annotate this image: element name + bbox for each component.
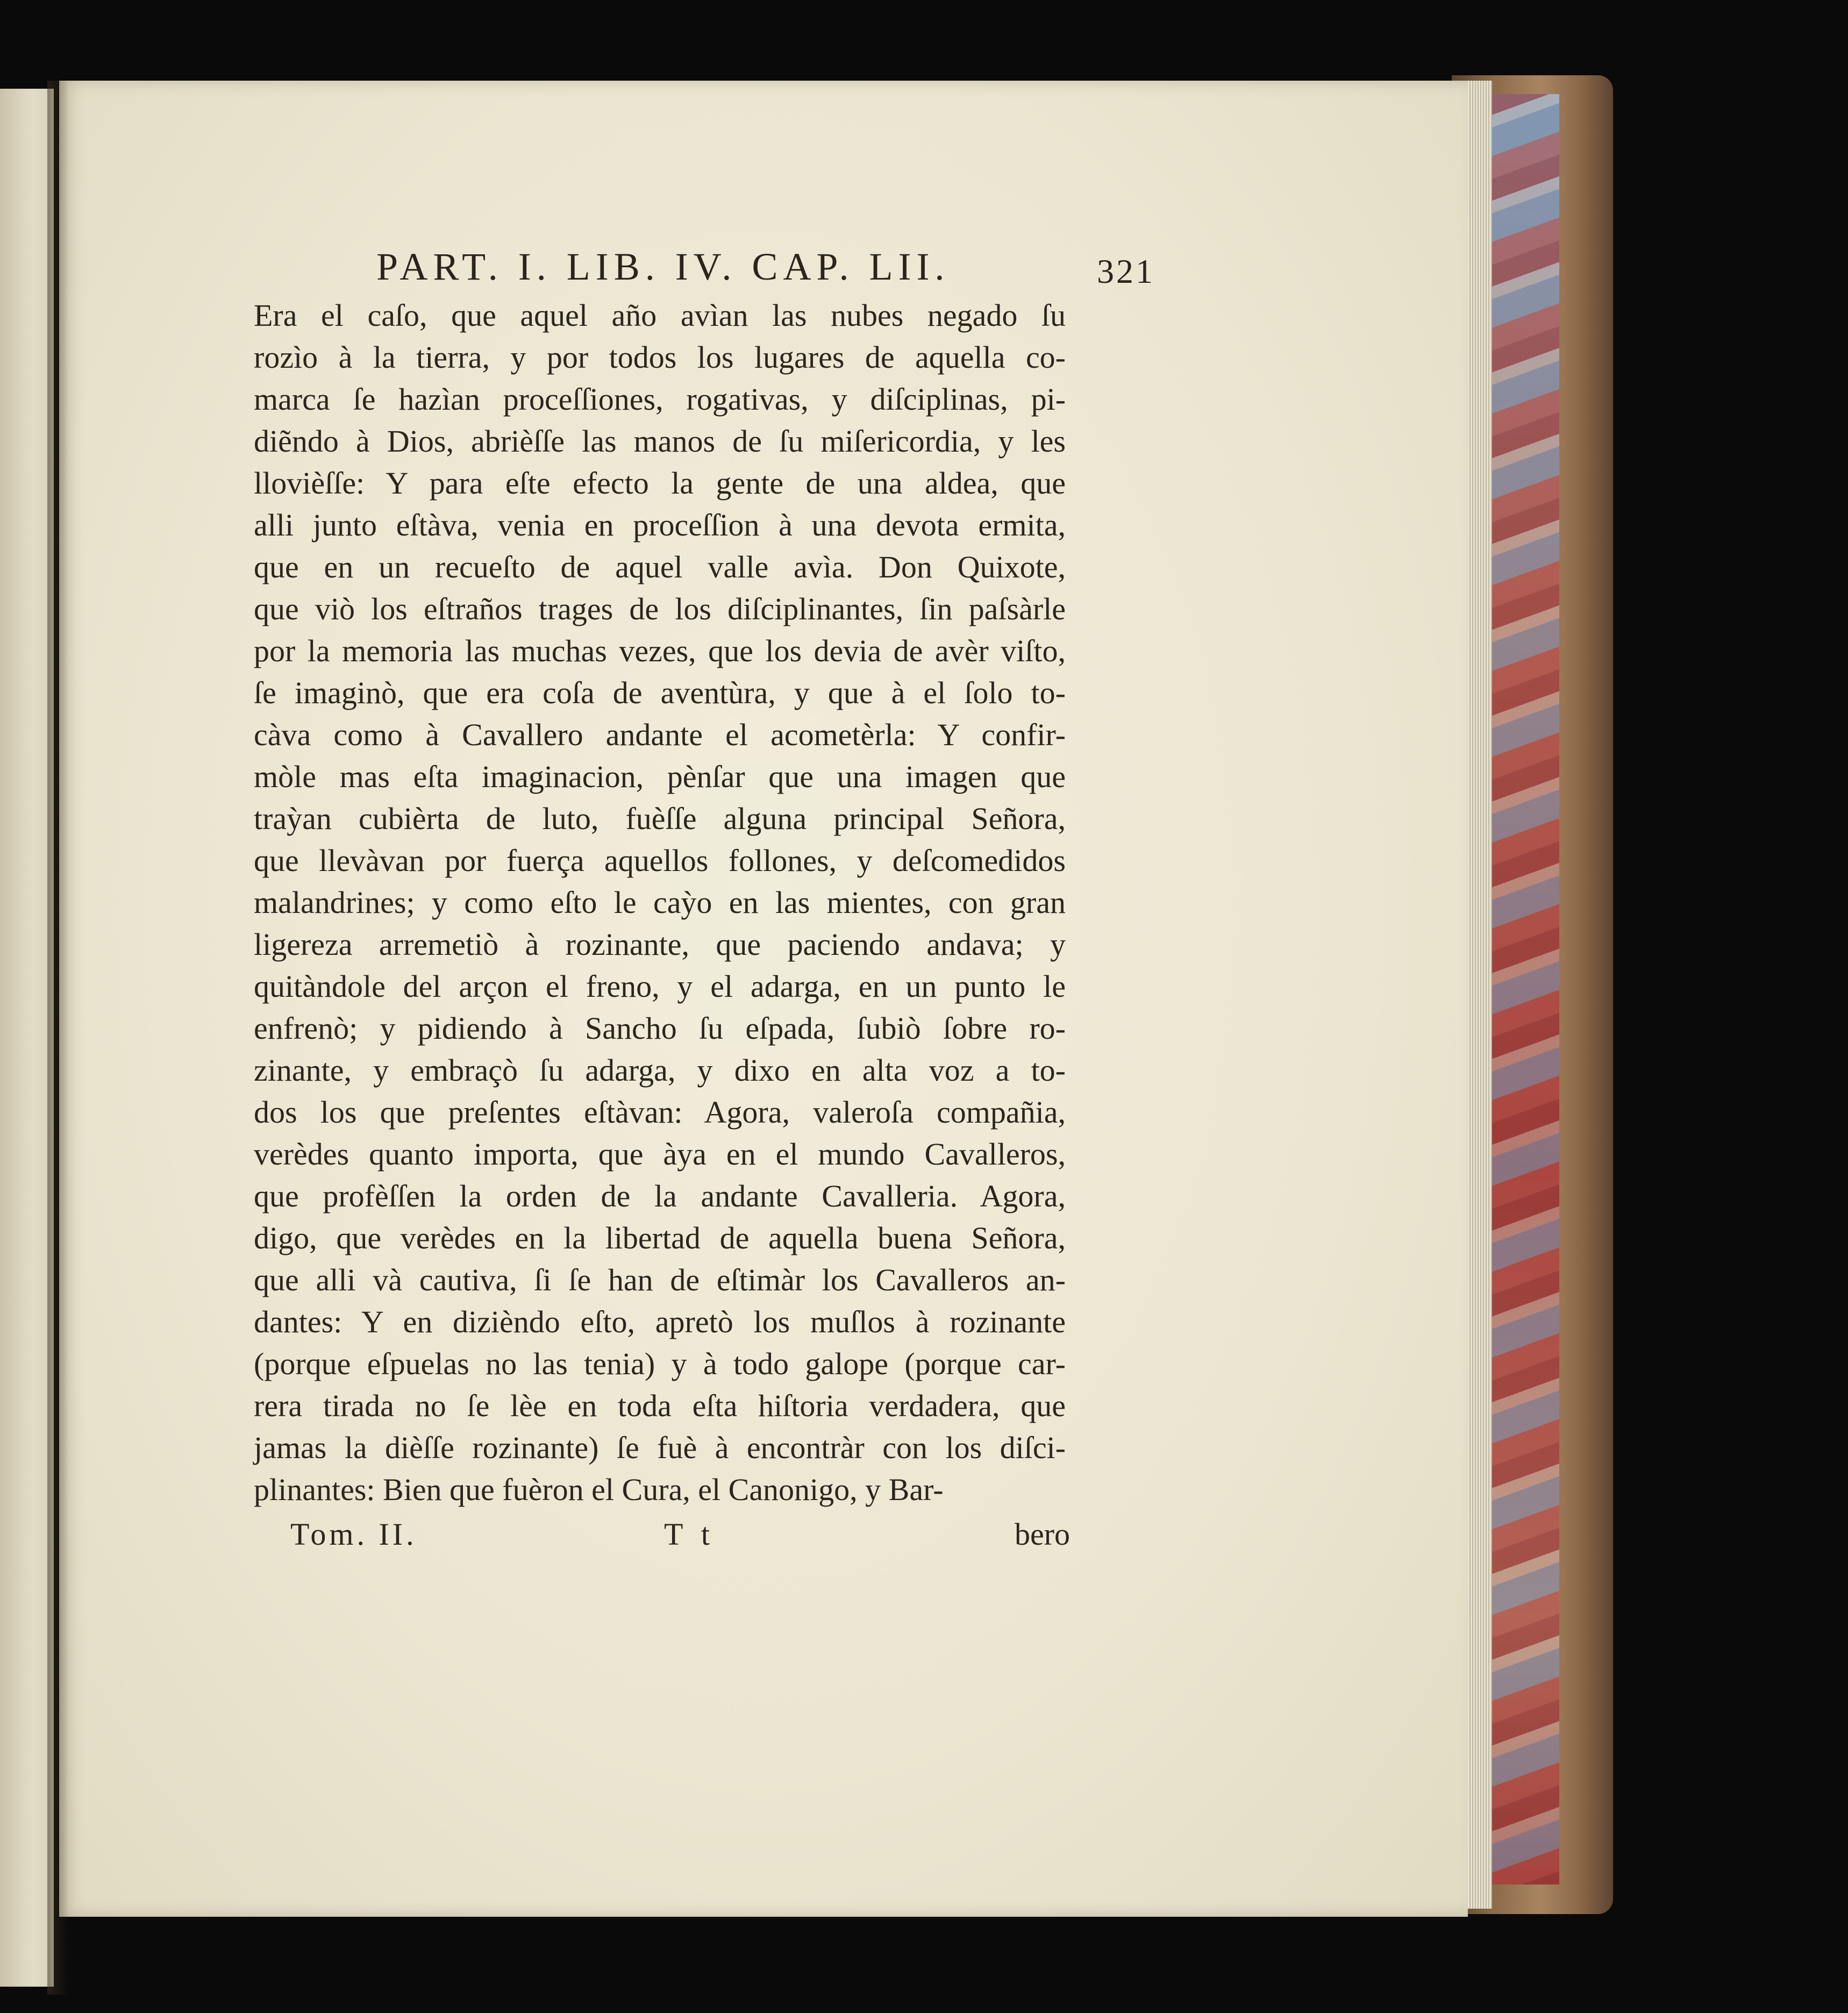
text-line: ligereza arremetiò à rozinante, que paciendo andava; y xyxy=(254,927,1066,962)
signature-mark: T t xyxy=(664,1517,715,1552)
text-line: jamas la dièſſe rozinante) ſe fuè à encontràr con los diſci- xyxy=(254,1430,1066,1465)
volume-label: Tom. II. xyxy=(290,1517,417,1552)
text-line: enfrenò; y pidiendo à Sancho ſu eſpada, ſubiò ſobre ro- xyxy=(254,1011,1066,1046)
text-line: rozìo à la tierra, y por todos los lugares de aquella co- xyxy=(254,340,1066,375)
running-head: PART. I. LIB. IV. CAP. LII. xyxy=(376,245,950,288)
text-line: plinantes: Bien que fuèron el Cura, el Canonigo, y Bar- xyxy=(254,1472,944,1507)
text-line: dantes: Y en dizièndo eſto, apretò los muſlos à rozinante xyxy=(254,1304,1066,1339)
text-line: marca ſe hazìan proceſſiones, rogativas, y diſciplinas, pi- xyxy=(254,382,1066,417)
text-line: digo, que verèdes en la libertad de aquella buena Señora, xyxy=(254,1220,1066,1255)
text-line: zinante, y embraçò ſu adarga, y dixo en alta voz a to- xyxy=(254,1053,1066,1088)
text-line: mòle mas eſta imaginacion, pènſar que una imagen que xyxy=(254,759,1066,794)
marbled-edge xyxy=(1489,94,1559,1884)
text-line: que en un recueſto de aquel valle avìa. Don Quixote, xyxy=(254,549,1066,584)
gutter-shadow xyxy=(47,81,69,1995)
text-line: diẽndo à Dios, abrièſſe las manos de ſu miſericordia, y les xyxy=(254,424,1066,459)
previous-page-edge xyxy=(0,89,54,1987)
text-line: ſe imaginò, que era coſa de aventùra, y que à el ſolo to- xyxy=(254,675,1066,710)
text-line: rera tirada no ſe lèe en toda eſta hiſtoria verdadera, que xyxy=(254,1388,1066,1423)
text-line: (porque eſpuelas no las tenia) y à todo galope (porque car- xyxy=(254,1346,1066,1381)
text-line: que llevàvan por fuerça aquellos follones, y deſcomedidos xyxy=(254,843,1066,878)
text-line: llovièſſe: Y para eſte efecto la gente de una aldea, que xyxy=(254,466,1066,501)
text-line: verèdes quanto importa, que àya en el mundo Cavalleros, xyxy=(254,1137,1066,1172)
page-footer xyxy=(290,1516,1070,1559)
text-line: que alli và cautiva, ſi ſe han de eſtimàr los Cavalleros an- xyxy=(254,1262,1066,1297)
text-line: Era el caſo, que aquel año avìan las nubes negado ſu xyxy=(254,298,1066,333)
text-line: quitàndole del arçon el freno, y el adarga, en un punto le xyxy=(254,969,1066,1004)
catchword: bero xyxy=(1014,1517,1070,1552)
text-line: alli junto eſtàva, venia en proceſſion à una devota ermita, xyxy=(254,508,1066,542)
text-line: dos los que preſentes eſtàvan: Agora, valeroſa compañia, xyxy=(254,1095,1066,1130)
text-line: que viò los eſtraños trages de los diſciplinantes, ſin paſsàrle xyxy=(254,591,1066,626)
text-line: que profèſſen la orden de la andante Cavalleria. Agora, xyxy=(254,1179,1066,1213)
text-line: malandrines; y como eſto le caỳo en las mientes, con gran xyxy=(254,885,1066,920)
body-text xyxy=(254,295,1066,1511)
page-number: 321 xyxy=(1097,252,1155,290)
text-line: càva como à Cavallero andante el acometèrla: Y confir- xyxy=(254,717,1066,752)
text-line: por la memoria las muchas vezes, que los devia de avèr viſto, xyxy=(254,633,1066,668)
page-edges xyxy=(1465,81,1492,1909)
text-line: traỳan cubièrta de luto, fuèſſe alguna principal Señora, xyxy=(254,801,1066,836)
